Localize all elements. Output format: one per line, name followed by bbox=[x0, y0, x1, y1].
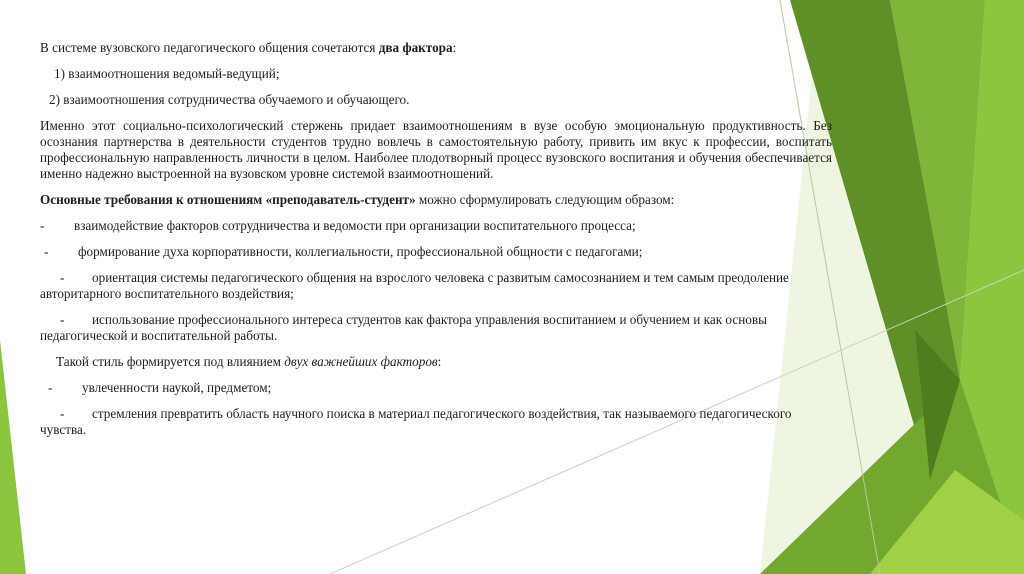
style-emphasis: двух важнейших факторов bbox=[284, 354, 438, 369]
dash-marker: - bbox=[44, 244, 49, 259]
requirement-item-2: - формирование духа корпоративности, коллегиальности, профессиональной общности с педагогами; bbox=[40, 244, 832, 260]
factor-item-1: 1) взаимоотношения ведомый-ведущий; bbox=[54, 66, 280, 81]
intro-emphasis: два фактора bbox=[378, 40, 453, 55]
factor-item-2: 2) взаимоотношения сотрудничества обучаемого и обучающего. bbox=[49, 92, 410, 107]
requirement-item-4: - использование профессионального интереса студентов как фактора управления воспитанием и обучением и как основы педагогической и воспитательной работы. bbox=[40, 312, 767, 343]
intro-line: В системе вузовского педагогического общения сочетаются два фактора: bbox=[40, 40, 457, 55]
slide-text-block bbox=[40, 40, 832, 438]
dash-marker: - bbox=[48, 380, 53, 395]
dash-marker: - bbox=[60, 312, 65, 327]
requirement-item-1: - взаимодействие факторов сотрудничества и ведомости при организации воспитательного процесса; bbox=[40, 218, 636, 233]
left-green-strip bbox=[0, 340, 26, 574]
dash-marker: - bbox=[40, 218, 45, 233]
requirement-item-3: - ориентация системы педагогического общения на взрослого человека с развитым самосознанием и тем самым преодоление авторитарного воспитательного воздействия; bbox=[40, 270, 789, 301]
main-paragraph: Именно этот социально-психологический стержень придает взаимоотношениям в вузе особую эмоциональную продуктивность. Без осознания партнерства в деятельности студентов трудно вовлечь в самостоятельную работу, привить им вкус к профессии, воспитать профессиональную направленность личности в целом. Наиболее плодотворный процесс вузовского воспитания и обучения обеспечивается именно надежно выстроенной на вузовском уровне системой взаимоотношений. bbox=[40, 118, 832, 181]
style-item-1: - увлеченности наукой, предметом; bbox=[40, 380, 832, 396]
dash-marker: - bbox=[60, 406, 65, 421]
dash-marker: - bbox=[60, 270, 65, 285]
style-line: Такой стиль формируется под влиянием двух важнейших факторов: bbox=[56, 354, 442, 369]
requirements-heading: Основные требования к отношениям «преподаватель-студент» можно сформулировать следующим образом: bbox=[40, 192, 675, 207]
style-item-2: - стремления превратить область научного поиска в материал педагогического воздействия, так называемого педагогического чувства. bbox=[40, 406, 792, 437]
